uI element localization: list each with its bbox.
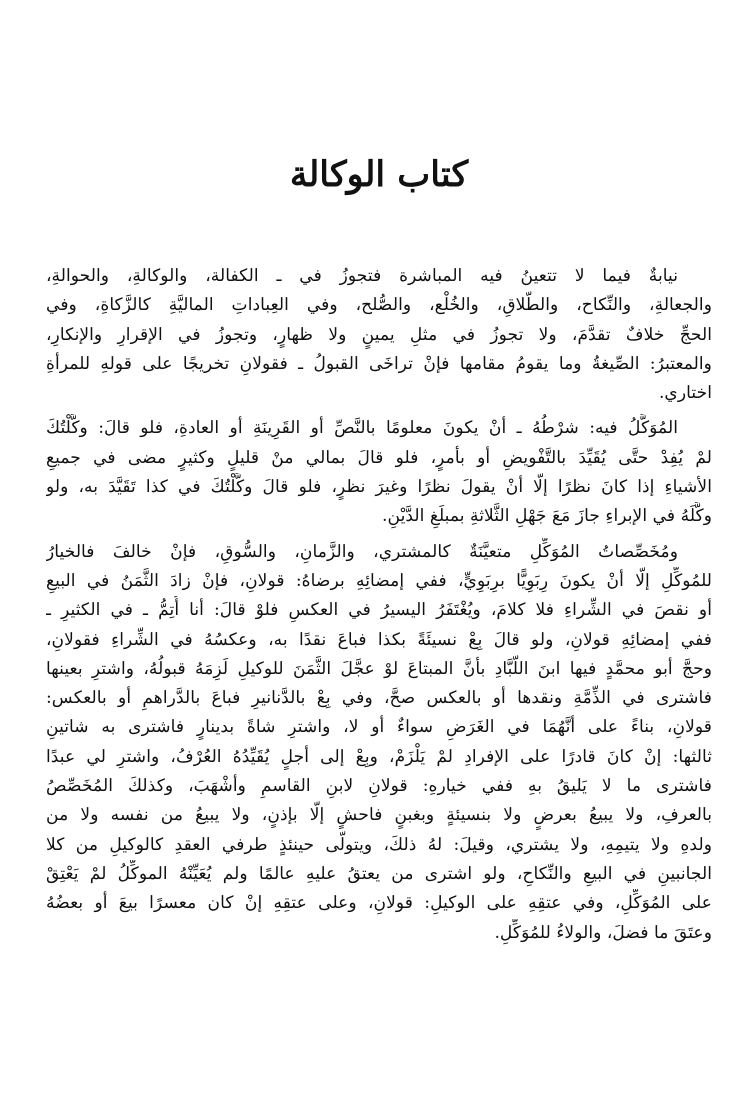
text-line: الجانبينِ في البيعِ والنِّكاحِ، ولو اشترى من يعتقُ عليهِ عالمًا ولم يُعَيِّنْهُ الموكِّلُ لمْ يَعْتِقْ bbox=[46, 863, 712, 884]
text-line: للمُوكِّلِ إلَّا أنْ يكونَ رِبَوِيًّا برِبَوِيٍّ، ففي إمضائِهِ برضاهُ: قولانِ، فإنْ زادَ الثَّمَنُ في البيعِ bbox=[46, 570, 712, 591]
text-line: اختاري. bbox=[658, 383, 712, 404]
text-line: ومُخَصِّصاتُ المُوَكِّلِ متعيَّنَةٌ كالمشتري، والزَّمانِ، والسُّوقِ، فإنْ خالفَ فالخيارُ bbox=[46, 541, 678, 562]
paragraph-2 bbox=[46, 414, 712, 531]
text-line: وحجَّ أبو محمَّدٍ فيها ابنَ اللَّبَّادِ بأنَّ المبتاعَ لوْ عجَّلَ الثَّمَنَ للوكيلِ لَزِمَهُ قبولُهُ، واشترِ بعينها bbox=[46, 658, 712, 679]
text-line: فاشترى في الذِّمَّةِ ونقدها أو بالعكس صحَّ، وفي بِعْ بالدَّنانيرِ فباعَ بالدَّراهمِ أو بالعكس: bbox=[46, 688, 712, 709]
text-line: ولدهِ ولا يتيمِهِ، ولا يشتري، وقيلَ: لهُ ذلكَ، ويتولَّى حينئذٍ طرفي العقدِ كالوكيلِ من كلا bbox=[46, 834, 712, 855]
text-line: بالعرفِ، ولا يبيعُ بعرضٍ ولا بنسيئةٍ وبغبنٍ فاحشٍ إلَّا بإذنٍ، ولا يبيعُ من نفسه ولا من bbox=[46, 805, 712, 826]
text-line: نيابةٌ فيما لا تتعينُ فيه المباشرة فتجوزُ في ـ الكفالة، والوكالةِ، والحوالةِ، bbox=[46, 266, 678, 286]
chapter-body bbox=[46, 262, 712, 948]
text-line: ثالثها: إنْ كانَ قادرًا على الإفرادِ لمْ يَلْزَمْ، وبِعْ إلى أجلٍ يُقَيِّدُهُ العُرْفُ، واشترِ لي عبدًا bbox=[46, 746, 712, 767]
text-line: وعتَقَ ما فضلَ، والولاءُ للمُوَكِّلِ. bbox=[494, 922, 712, 943]
text-line: الحجِّ خلافٌ تقدَّمَ، ولا تجوزُ في مثلِ يمينٍ ولا ظهارٍ، وتجوزُ في الإقرارِ والإنكارِ، bbox=[46, 324, 712, 345]
text-line: فاشترى ما لا يَليقُ بهِ ففي خيارهِ: قولانِ لابنِ القاسمِ وأشْهَبَ، وكذلكَ المُخَصِّصُ bbox=[46, 776, 712, 797]
paragraph-1 bbox=[46, 262, 712, 408]
text-line: لمْ يُفِدْ حتَّى يُقَيِّدَ بالتَّفْويضِ أو بأمرٍ، فلو قالَ بمالي منْ قليلٍ وكثيرٍ مضى في جميعِ bbox=[46, 447, 712, 468]
text-line: على المُوَكِّلِ، وفي عتقِهِ على الوكيلِ: قولانِ، وعلى عتقِهِ إنْ كان معسرًا بيعَ أو بعضُهُ bbox=[46, 893, 712, 914]
chapter-title: كتاب الوكالة bbox=[289, 154, 469, 195]
text-line: والجعالةِ، والنِّكاح، والطَّلاقِ، والخُلْع، والصُّلح، وفي العِباداتِ الماليَّةِ كالزَّكاةِ، وفي bbox=[46, 295, 712, 316]
text-line: الأشياءِ إذا كانَ نظرًا إلَّا أنْ يقولَ نظرًا وغيرَ نظرٍ، فلو قالَ وكَّلْتُكَ في كذا تَقَيَّدَ به، ولو bbox=[46, 477, 712, 498]
text-line: أو نقصَ في الشِّراءِ فلا كلامَ، ويُغْتَفَرُ اليسيرُ في العكسِ فلوْ قالَ: أنا أُتِمُّ ـ في الكثيرِ ـ bbox=[46, 600, 712, 621]
text-line: المُوَكَّلُ فيه: شرْطُهُ ـ أنْ يكونَ معلومًا بالنَّصِّ أو القَرِينَةِ أو العادةِ، فلو قالَ: وكَّلْتُكَ bbox=[46, 418, 678, 439]
text-line: ففي إمضائِهِ قولانِ، ولو قالَ بِعْ نسيئَةً بكذا فباعَ نقدًا به، وعكسُهُ في الشِّراءِ فقولانِ، bbox=[46, 629, 712, 650]
text-line: والمعتبرُ: الصِّيغةُ وما يقومُ مقامها فإنْ تراخَى القبولُ ـ فقولانِ تخريجًا على قولهِ للمرأةِ bbox=[46, 353, 712, 374]
text-line: وكَّلَهُ في الإبراءِ جازَ مَعَ جَهْلِ الثَّلاثةِ بمبلَغِ الدَّيْنِ. bbox=[382, 506, 712, 527]
text-line: قولانِ، بناءً على أنَّهُمَا في الغَرَضِ سواءٌ أو لا، واشترِ شاةً بدينارٍ فاشترى به شاتينِ bbox=[46, 717, 712, 738]
paragraph-3 bbox=[46, 538, 712, 948]
document-page bbox=[46, 0, 712, 1094]
